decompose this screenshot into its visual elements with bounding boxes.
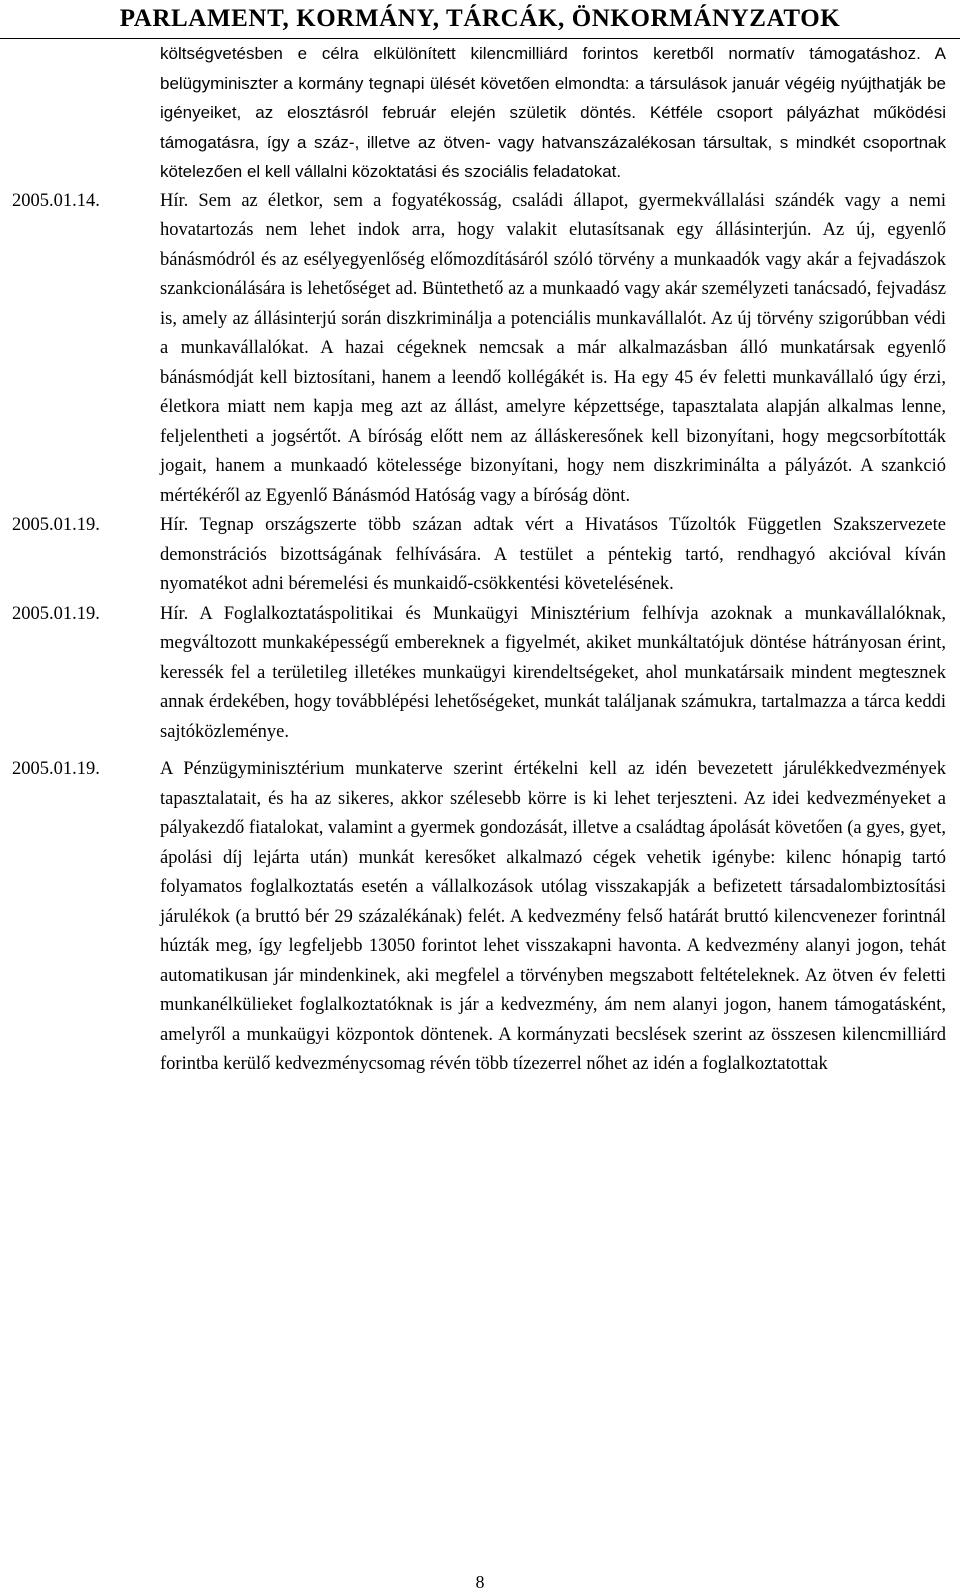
page-number: 8 [475,1572,485,1592]
entry-text: Hír. Sem az életkor, sem a fogyatékosság, családi állapot, gyermekvállalási szándék vagy a nemi hovatartozás nem lehet indok arra, hogy valakit elutasítsanak egy állásinterjún. Az új, egyenlő bánásmódról és az esélyegyenlőség előmozdításáról szóló törvény a munkaadók vagy akár a fejvadászok szankcionálására is lehetőséget ad. Büntethető az a munkaadó vagy akár személyzeti tanácsadó, fejvadász is, amely az állásinterjú során diszkriminálja a potenciális munkavállalót. Az új törvény szigorúbban védi a munkavállalókat. A hazai cégeknek nemcsak a már alkalmazásban álló munkatársak egyenlő bánásmódját kell biztosítani, hanem a leendő kollégákét is. Ha egy 45 év feletti munkavállaló úgy érzi, életkora miatt nem kapja meg azt az állást, amelyre képzettsége, tapasztalata alapján alkalmas lenne, feljelentheti a jogsértőt. A bíróság előtt nem az álláskeresőnek kell bizonyítani, hogy megcsorbították jogait, hanem a munkaadó kötelessége bizonyítani, hogy nem diszkriminálta a pályázót. A szankció mértékéről az Egyenlő Bánásmód Hatóság vagy a bíróság dönt. [160,190,946,506]
news-entry [12,600,946,748]
entry-date: 2005.01.19. [12,759,100,779]
entry-text: költségvetésben e célra elkülönített kilencmilliárd forintos keretből normatív támogatáshoz. A belügyminiszter a kormány tegnapi ülését követően elmondta: a társulások január végéig nyújthatják be igényeiket, az elosztásról február elején születik döntés. Kétféle csoport pályázhat működési támogatásra, így a száz-, illetve az ötven- vagy hatvanszázalékosan társultak, s mindkét csoportnak kötelezően el kell vállalni közoktatási és szociális feladatokat. [160,44,946,181]
entry-date: 2005.01.14. [12,190,100,211]
entry-text: A Pénzügyminisztérium munkaterve szerint értékelni kell az idén bevezetett járulékkedvezmények tapasztalatait, és ha az sikeres, akkor szélesebb körre is ki lehet terjeszteni. Az idei kedvezményeket a pályakezdő fiatalokat, valamint a gyermek gondozását, illetve a családtag ápolását követően (a gyes, gyet, ápolási díj lejárta után) munkát keresőket alkalmazó cégek vehetik igénybe: kilenc hónapig tartó folyamatos foglalkoztatás esetén a vállalkozások utólag visszakapják a befizetett társadalombiztosítási járulékok (a bruttó bér 29 százalékának) felét. A kedvezmény felső határát bruttó kilencvenezer forintnál húzták meg, így legfeljebb 13050 forintot lehet visszakapni havonta. A kedvezmény alanyi jogon, tehát automatikusan jár mindenkinek, aki megfelel a törvényben megszabott feltételeknek. Az ötven év feletti munkanélkülieket foglalkoztatóknak is jár a kedvezmény, ám nem alanyi jogon, hanem támogatásként, amelyről a munkaügyi központok döntenek. A kormányzati becslések szerint az összesen kilencmilliárd forintba kerülő kedvezménycsomag révén több tízezerrel nőhet az idén a foglalkoztatottak [160,759,946,1074]
news-entry [12,755,946,1080]
news-entry [12,187,946,512]
news-entry [12,39,946,187]
entry-text: Hír. A Foglalkoztatáspolitikai és Munkaügyi Minisztérium felhívja azoknak a munkavállalóknak, megváltozott munkaképességű embereknek a figyelmét, akiket munkáltatójuk döntése hátrányosan érint, keressék fel a területileg illetékes munkaügyi kirendeltségeket, ahol munkatársaik mindent megtesznek annak érdekében, hogy továbblépési lehetőségeket, munkát találjanak számukra, tartalmazza a tárca keddi sajtóközleménye. [160,603,946,742]
news-entry [12,511,946,600]
news-entries [12,39,946,1080]
entry-gap [12,747,946,755]
entry-date: 2005.01.19. [12,515,100,535]
entry-text: Hír. Tegnap országszerte több százan adtak vért a Hivatásos Tűzoltók Független Szakszervezete demonstrációs bizottságának felhívására. A testület a péntekig tartó, rendhagyó akcióval kíván nyomatékot adni béremelési és munkaidő-csökkentési követelésének. [160,515,946,594]
entry-date [12,39,160,187]
header-title: PARLAMENT, KORMÁNY, TÁRCÁK, ÖNKORMÁNYZATOK [119,5,841,32]
entry-date: 2005.01.19. [12,603,100,624]
